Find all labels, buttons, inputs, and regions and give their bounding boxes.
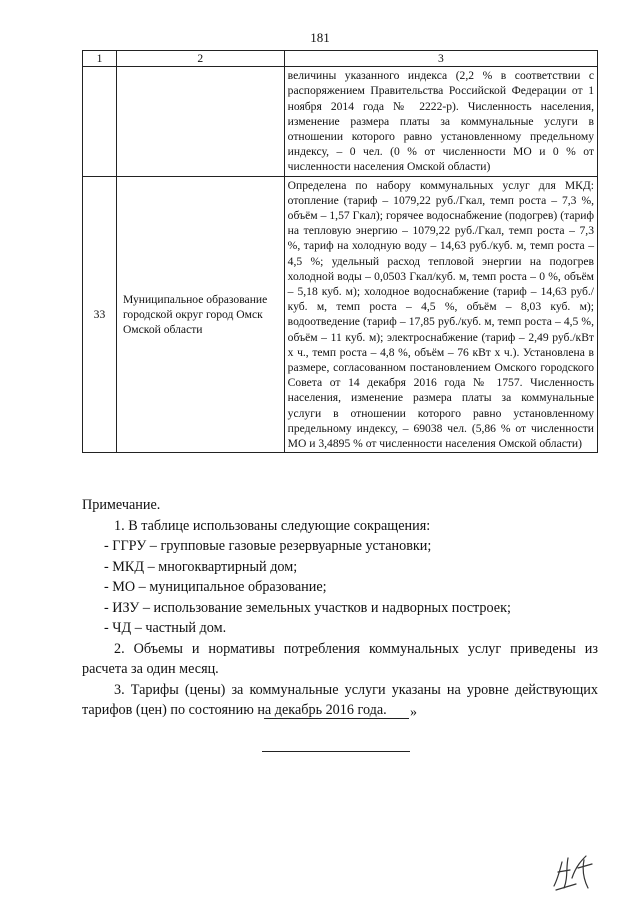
abbreviation-item: - МКД – многоквартирный дом; [104, 558, 298, 575]
header-col-2: 2 [116, 51, 284, 67]
header-col-1: 1 [83, 51, 117, 67]
closing-line [264, 718, 409, 719]
notes-section [82, 495, 598, 721]
closing-quote: » [410, 705, 417, 720]
table-row [83, 176, 598, 453]
abbreviation-item: - ЧД – частный дом. [104, 620, 227, 636]
header-col-3: 3 [284, 51, 597, 67]
municipality-name: Муниципальное образование городской округ город Омск Омской области [116, 176, 284, 453]
notes-heading: Примечание. [82, 497, 161, 513]
row-number [83, 67, 117, 176]
handwritten-mark-icon [548, 848, 598, 894]
row-description: Определена по набору коммунальных услуг для МКД: отопление (тариф – 1079,22 руб./Гкал, темп роста – 7,3 %, объём – 1,57 Гкал); горячее водоснабжение (подогрев) (тариф на тепловую энергию – 1079,22 руб./Гкал, темп роста – 7,3 %, тариф на холодную воду – 14,63 руб./куб. м, темп роста – 4,5 %; удельный расход тепловой энергии на подогрев холодной воды – 0,0503 Гкал/куб. м, темп роста – 0 %, объём – 5,18 куб. м); холодное водоснабжение (тариф – 14,63 руб./куб. м, темп роста – 4,5 %, объём – 8,03 куб. м); водоотведение (тариф – 17,85 руб./куб. м, темп роста – 4,5 %, объём – 11 куб. м); электроснабжение (тариф – 2,49 руб./кВт х ч., темп роста – 4,8 %, объём – 76 кВт х ч.). Установлена в размере, согласованном постановлением Омского городского Совета от 14 декабря 2016 года № 1757. Численность населения, изменение размера платы за коммунальные услуги в отношении которого равно установленному предельному индексу, – 69038 чел. (5,86 % от численности МО и 3,4895 % от численности населения Омской области) [284, 176, 597, 453]
tariff-table [82, 50, 598, 453]
page-number: 181 [310, 30, 330, 45]
separator-line [262, 751, 410, 752]
municipality-name [116, 67, 284, 176]
abbreviation-item: - ИЗУ – использование земельных участков и надворных построек; [104, 599, 511, 616]
row-description: величины указанного индекса (2,2 % в соответствии с распоряжением Правительства Российской Федерации от 1 ноября 2014 года № 2222-р). Численность населения, изменение размера платы за коммунальные услуги в отношении которого равно установленному предельному индексу, – 0 чел. (0 % от численности МО и 0 % от численности населения Омской области) [284, 67, 597, 176]
abbreviation-item: - МО – муниципальное образование; [104, 579, 327, 595]
row-number: 33 [83, 176, 117, 453]
note-item-2: 2. Объемы и нормативы потребления коммунальных услуг приведены из расчета за один месяц. [82, 640, 598, 677]
table-row [83, 67, 598, 176]
table-header-row [83, 51, 598, 67]
abbreviation-item: - ГГРУ – групповые газовые резервуарные установки; [104, 538, 432, 554]
note-item-1: 1. В таблице использованы следующие сокращения: [114, 517, 431, 534]
note-item-3: 3. Тарифы (цены) за коммунальные услуги указаны на уровне действующих тарифов (цен) по состоянию на декабрь 2016 года. [82, 681, 598, 718]
